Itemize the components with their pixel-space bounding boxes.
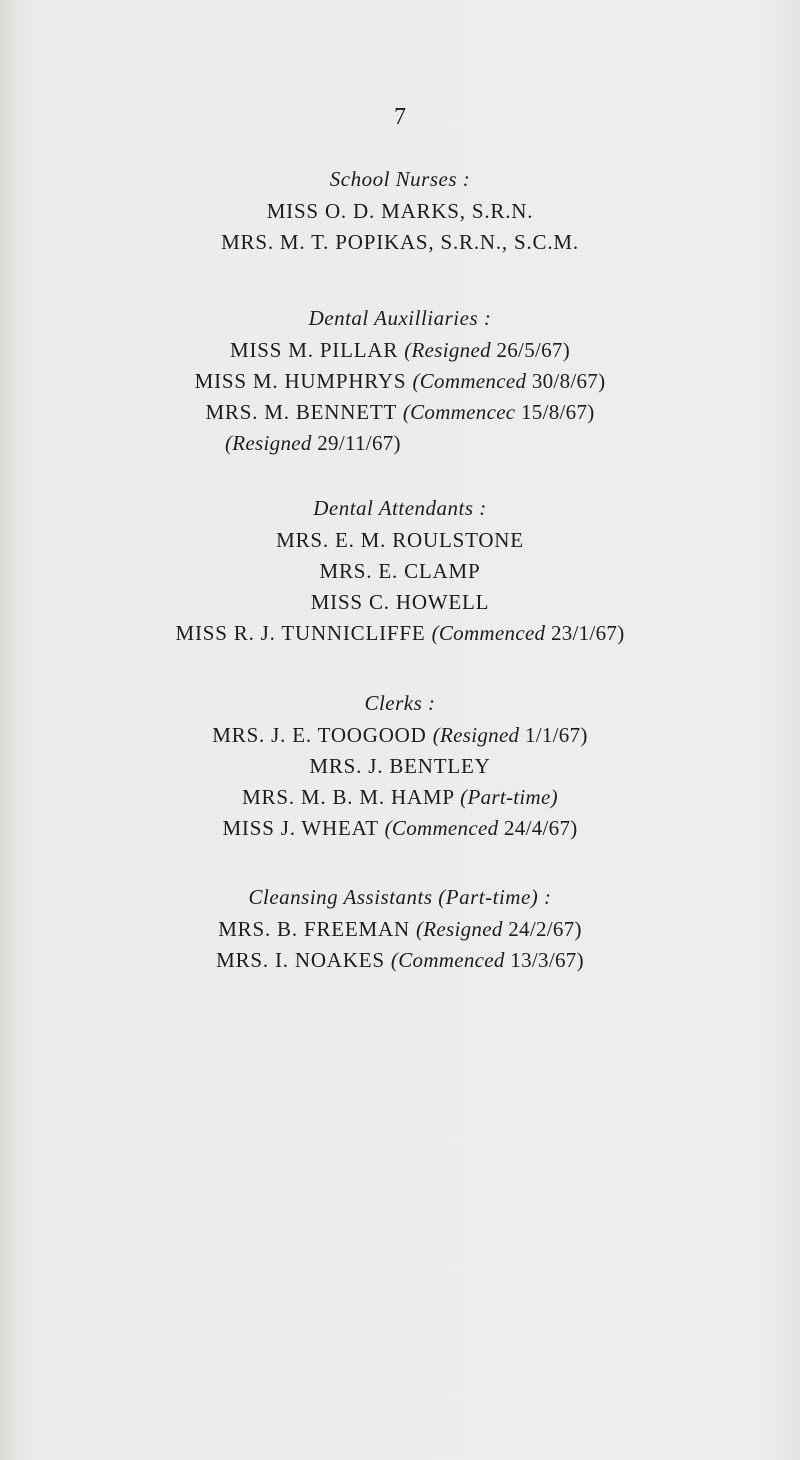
- section-dental-auxilliaries: [0, 301, 800, 459]
- staff-name: MRS. M. B. M. HAMP: [242, 785, 455, 809]
- note-word: Commenced: [438, 621, 546, 645]
- staff-name: MRS. J. BENTLEY: [309, 754, 491, 778]
- note-word: Resigned: [423, 917, 503, 941]
- note-open: (: [402, 400, 411, 424]
- staff-note: [412, 369, 605, 393]
- staff-line: [0, 227, 800, 258]
- staff-name: MISS O. D. MARKS, S.R.N.: [266, 199, 534, 223]
- staff-line: [0, 751, 800, 782]
- staff-note: [432, 621, 625, 645]
- note-open: (: [384, 816, 392, 840]
- staff-line: [0, 587, 800, 618]
- staff-line: [0, 618, 800, 649]
- staff-line: [0, 945, 800, 976]
- staff-line: [0, 196, 800, 227]
- staff-note: [404, 338, 570, 362]
- staff-line: [0, 366, 800, 397]
- staff-name: MRS. M. BENNETT: [205, 400, 397, 424]
- note-open: (: [390, 948, 399, 972]
- section-cleansing-assistants: [0, 880, 800, 976]
- staff-note: [385, 816, 578, 840]
- staff-name: MISS R. J. TUNNICLIFFE: [175, 621, 426, 645]
- note-open: (: [225, 431, 233, 455]
- section-heading: Clerks :: [364, 691, 436, 715]
- section-school-nurses: [0, 162, 800, 258]
- note-open: (: [460, 785, 468, 809]
- staff-line: [0, 335, 800, 366]
- staff-name: MRS. E. CLAMP: [319, 559, 481, 583]
- staff-note: [225, 431, 401, 455]
- staff-line: [0, 525, 800, 556]
- note-date: 1/1/67): [524, 723, 588, 747]
- note-word: Commencec: [410, 400, 516, 424]
- note-open: (: [432, 723, 440, 747]
- staff-line: [0, 556, 800, 587]
- note-open: (: [412, 369, 420, 393]
- staff-line: [0, 397, 800, 428]
- staff-name: MRS. B. FREEMAN: [218, 917, 410, 941]
- note-word: Commenced: [419, 369, 527, 393]
- note-date: 23/1/67): [550, 621, 625, 645]
- section-dental-attendants: [0, 491, 800, 649]
- note-date: 29/11/67): [317, 431, 401, 455]
- page-number: 7: [394, 104, 406, 130]
- staff-name: MISS M. PILLAR: [229, 338, 399, 362]
- staff-name: MISS M. HUMPHRYS: [194, 369, 407, 393]
- staff-name: MRS. J. E. TOOGOOD: [212, 723, 427, 747]
- staff-note: [416, 917, 582, 941]
- section-heading: Dental Attendants :: [313, 496, 487, 520]
- note-date: 13/3/67): [510, 948, 584, 972]
- staff-name: MISS J. WHEAT: [222, 816, 379, 840]
- note-word: Resigned: [411, 338, 491, 362]
- note-word: Resigned: [232, 431, 312, 455]
- staff-note: [403, 400, 595, 424]
- note-word: Commenced: [398, 948, 505, 972]
- note-open: (: [404, 338, 412, 362]
- staff-name: MRS. M. T. POPIKAS, S.R.N., S.C.M.: [221, 230, 579, 254]
- staff-line: [0, 720, 800, 751]
- note-word: Commenced: [391, 816, 499, 840]
- staff-line: [0, 782, 800, 813]
- section-heading: School Nurses :: [329, 167, 471, 191]
- staff-line: [0, 914, 800, 945]
- note-date: 15/8/67): [521, 400, 595, 424]
- note-word: Resigned: [439, 723, 520, 747]
- note-date: 24/2/67): [508, 917, 582, 941]
- note-date: 24/4/67): [503, 816, 578, 840]
- staff-line: [0, 428, 800, 459]
- section-heading: Cleansing Assistants (Part-time) :: [248, 885, 552, 909]
- note-open: (: [415, 917, 424, 941]
- note-word: Part-time): [467, 785, 558, 809]
- note-date: 26/5/67): [496, 338, 571, 362]
- staff-note: [460, 785, 558, 809]
- staff-name: MRS. E. M. ROULSTONE: [276, 528, 524, 552]
- staff-note: [433, 723, 588, 747]
- staff-name: MRS. I. NOAKES: [216, 948, 385, 972]
- staff-name: MISS C. HOWELL: [310, 590, 490, 614]
- note-open: (: [431, 621, 439, 645]
- note-date: 30/8/67): [531, 369, 606, 393]
- section-clerks: [0, 686, 800, 844]
- section-heading: Dental Auxilliaries :: [308, 306, 492, 330]
- staff-note: [391, 948, 584, 972]
- staff-line: [0, 813, 800, 844]
